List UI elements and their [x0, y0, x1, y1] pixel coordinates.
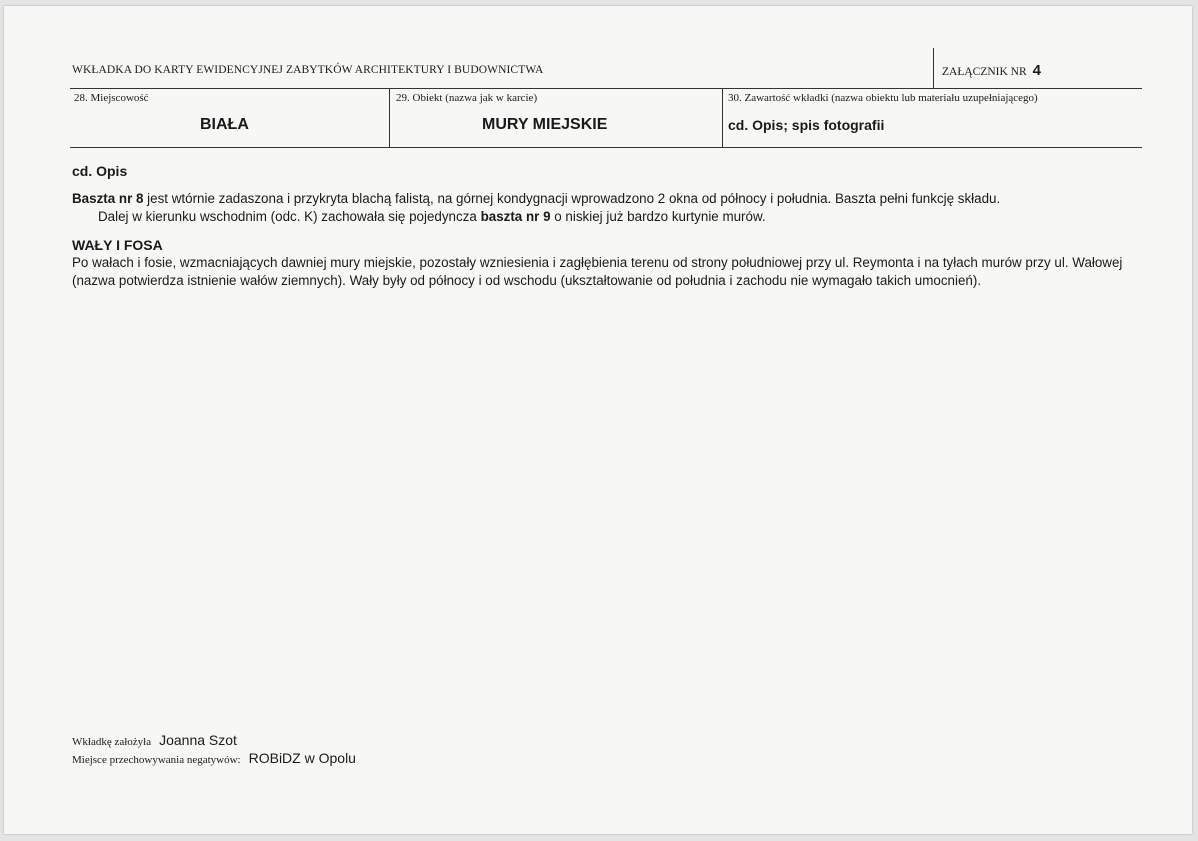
paragraph-tower-9 [72, 208, 1144, 226]
tower-9-text-b: o niskiej już bardzo kurtynie murów. [550, 209, 766, 224]
author-line [72, 732, 237, 750]
annex-number: 4 [1032, 62, 1041, 79]
annex-box [942, 62, 1041, 79]
contents-value: cd. Opis; spis fotografii [728, 117, 885, 133]
author-label: Wkładkę założyła [72, 736, 152, 748]
author-value: Joanna Szot [159, 732, 237, 748]
field-divider-2 [722, 88, 723, 147]
object-label: 29. Obiekt (nazwa jak w karcie) [396, 92, 538, 104]
tower-9-label: baszta nr 9 [480, 209, 551, 224]
storage-value: ROBiDZ w Opolu [248, 750, 356, 766]
storage-label: Miejsce przechowywania negatywów: [72, 754, 241, 766]
object-value: MURY MIEJSKIE [482, 116, 608, 133]
locality-value: BIAŁA [200, 116, 249, 133]
tower-8-label: Baszta nr 8 [72, 191, 144, 206]
tower-9-text-a: Dalej w kierunku wschodnim (odc. K) zachowała się pojedyncza [98, 209, 481, 224]
header-rule [70, 88, 1142, 89]
section-heading: cd. Opis [72, 163, 128, 179]
paragraph-tower-8 [72, 190, 1144, 208]
fields-bottom-rule [70, 147, 1142, 148]
description-body [72, 162, 1144, 290]
tower-8-text: jest wtórnie zadaszona i przykryta blachą falistą, na górnej kondygnacji wprowadzono 2 okna od północy i południa. Baszta pełni funkcję składu. [143, 191, 1001, 206]
contents-label: 30. Zawartość wkładki (nazwa obiektu lub materiału uzupełniającego) [728, 92, 1038, 104]
walls-heading: WAŁY I FOSA [72, 237, 163, 253]
walls-paragraph: Po wałach i fosie, wzmacniających dawniej mury miejskie, pozostały wzniesienia i zagłębienia terenu od strony południowej przy ul. Reymonta i na tyłach murów przy ul. Wałowej (nazwa potwierdza istnienie wałów ziemnych). Wały były od północy i od wschodu (ukształtowanie od południa i zachodu nie wymagało takich umocnień). [72, 255, 1123, 288]
field-divider-1 [389, 88, 390, 147]
storage-line [72, 750, 356, 768]
annex-label: ZAŁĄCZNIK NR [942, 66, 1027, 78]
locality-label: 28. Miejscowość [74, 92, 149, 104]
annex-divider [933, 48, 934, 88]
form-title: WKŁADKA DO KARTY EWIDENCYJNEJ ZABYTKÓW ARCHITEKTURY I BUDOWNICTWA [72, 64, 544, 76]
